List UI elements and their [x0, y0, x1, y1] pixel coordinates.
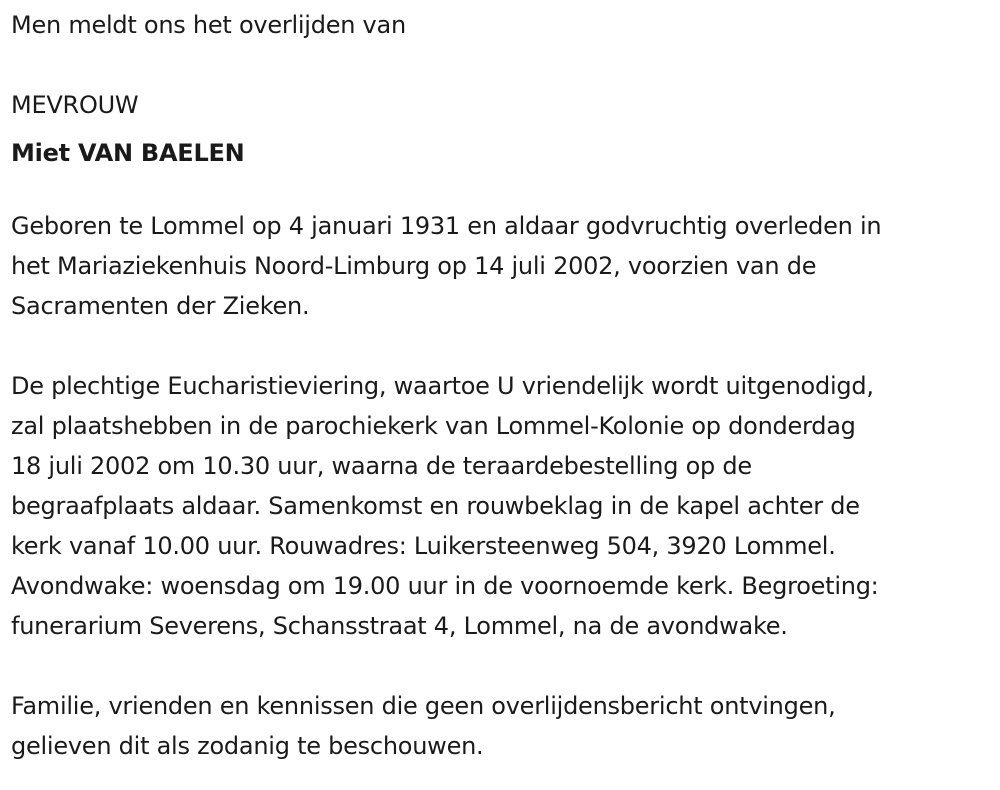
deceased-name: Miet VAN BAELEN — [11, 139, 245, 167]
paragraph-line: Geboren te Lommel op 4 januari 1931 en aldaar godvruchtig overleden in — [11, 212, 882, 240]
paragraph-line: Sacramenten der Zieken. — [11, 292, 310, 320]
paragraph-line: Familie, vrienden en kennissen die geen overlijdensbericht ontvingen, — [11, 692, 836, 720]
death-notice — [11, 0, 996, 766]
paragraph-line: het Mariaziekenhuis Noord-Limburg op 14 juli 2002, voorzien van de — [11, 252, 817, 280]
paragraph-line: zal plaatshebben in de parochiekerk van Lommel-Kolonie op donderdag — [11, 412, 856, 440]
paragraph-line: funerarium Severens, Schansstraat 4, Lommel, na de avondwake. — [11, 612, 788, 640]
paragraph-line: gelieven dit als zodanig te beschouwen. — [11, 732, 484, 760]
service-paragraph — [11, 366, 996, 646]
paragraph-line: kerk vanaf 10.00 uur. Rouwadres: Luikersteenweg 504, 3920 Lommel. — [11, 532, 836, 560]
paragraph-line: De plechtige Eucharistieviering, waartoe U vriendelijk wordt uitgenodigd, — [11, 372, 874, 400]
birth-paragraph — [11, 206, 996, 326]
honorific-title: MEVROUW — [11, 91, 139, 119]
paragraph-line: 18 juli 2002 om 10.30 uur, waarna de teraardebestelling op de — [11, 452, 752, 480]
paragraph-line: begraafplaats aldaar. Samenkomst en rouwbeklag in de kapel achter de — [11, 492, 860, 520]
family-paragraph — [11, 686, 996, 766]
paragraph-line: Avondwake: woensdag om 19.00 uur in de voornoemde kerk. Begroeting: — [11, 572, 879, 600]
intro-text: Men meldt ons het overlijden van — [11, 11, 406, 39]
